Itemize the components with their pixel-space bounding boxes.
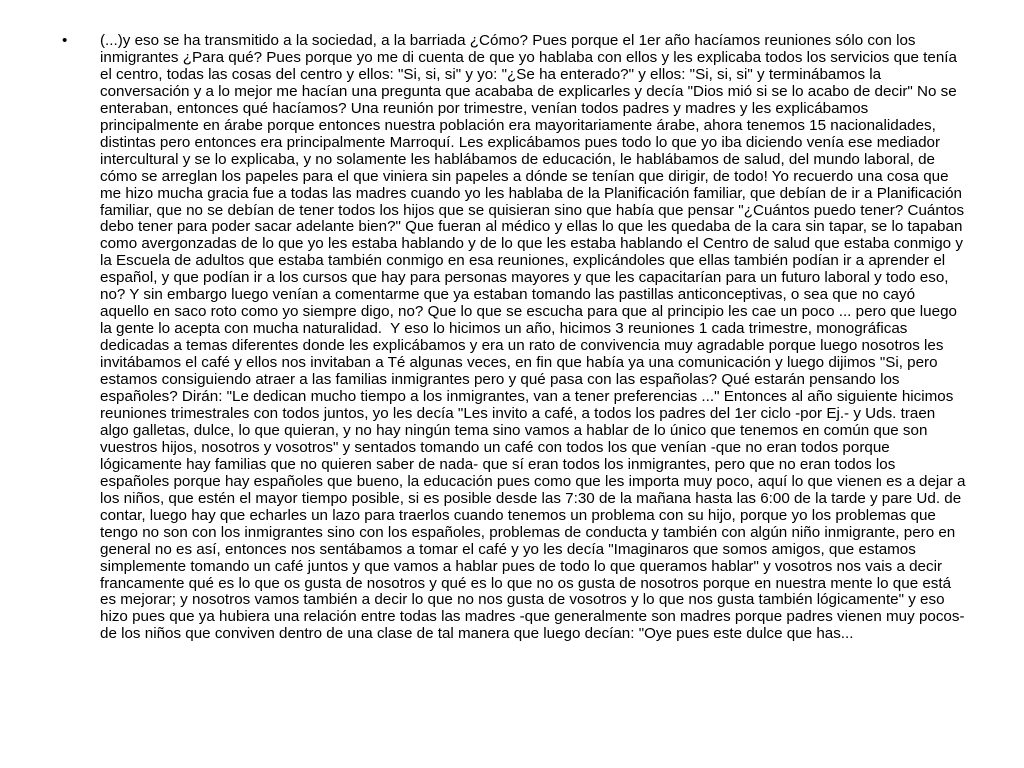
bullet-icon: • <box>62 32 68 49</box>
quote-paragraph: (...)y eso se ha transmitido a la sociedad, a la barriada ¿Cómo? Pues porque el 1er año hacíamos reuniones sólo con los inmigrantes ¿Para qué? Pues porque yo me di cuenta de que yo hablaba con ellos y les explicaba todos los servicios que tenía el centro, todas las cosas del centro y ellos: "Si, si, si" y yo: "¿Se ha enterado?" y ellos: "Si, si, si" y terminábamos la conversación y a lo mejor me hacían una pregunta que acababa de explicarles y decía "Dios mió si se lo acabo de decir" No se enteraban, entonces qué hacíamos? Una reunión por trimestre, venían todos padres y madres y les explicábamos principalmente en árabe porque entonces nuestra población era mayoritariamente árabe, ahora tenemos 15 nacionalidades, distintas pero entonces era principalmente Marroquí. Les explicábamos pues todo lo que yo iba diciendo venía ese mediador intercultural y se lo explicaba, y no solamente les hablábamos de educación, le hablábamos de salud, del mundo laboral, de cómo se arreglan los papeles para el que viniera sin papeles a dónde se tenían que dirigir, de todo! Yo recuerdo una cosa que me hizo mucha gracia fue a todas las madres cuando yo les hablaba de la Planificación familiar, que debían de ir a Planificación familiar, que no se debían de tener todos los hijos que se quisieran sino que había que pensar "¿Cuántos puedo tener? Cuántos debo tener para poder sacar adelante bien?" Que fueran al médico y ellas lo que les quedaba de la cara sin tapar, se lo tapaban como avergonzadas de lo que yo les estaba hablando y de lo que les estaba hablando el Centro de salud que estaba conmigo y la Escuela de adultos que estaba también conmigo en esa reuniones, explicándoles que ellas también podían ir a aprender el español, y que podían ir a los cursos que hay para personas mayores y que les capacitarían para un futuro laboral y todo eso, no? Y sin embargo luego venían a comentarme que ya estaban tomando las pastillas anticonceptivas, o sea que no cayó aquello en saco roto como yo siempre digo, no? Que lo que se escucha para que al principio les cae un poco ... pero que luego la gente lo acepta con mucha naturalidad. Y eso lo hicimos un año, hicimos 3 reuniones 1 cada trimestre, monográficas dedicadas a temas diferentes donde les explicábamos y era un rato de convivencia muy agradable porque luego nosotros les invitábamos el café y ellos nos invitaban a Té algunas veces, en fin que había ya una comunicación y luego dijimos "Si, pero estamos consiguiendo atraer a las familias inmigrantes pero y qué pasa con las españolas? Qué estarán pensando los españoles? Dirán: "Le dedican mucho tiempo a los inmigrantes, van a tener preferencias ..." Entonces al año siguiente hicimos reuniones trimestrales con todos juntos, yo les decía "Les invito a café, a todos los padres del 1er ciclo -por Ej.- y Uds. traen algo galletas, dulce, lo que quieran, y no hay ningún tema sino vamos a hablar de lo único que tenemos en común que son vuestros hijos, nosotros y vosotros" y sentados tomando un café con todos los que venían -que no eran todos porque lógicamente hay familias que no quieren saber de nada- que sí eran todos los inmigrantes, pero que no eran todos los españoles porque hay españoles que bueno, la educación pues como que les importa muy poco, aquí lo que vienen es a dejar a los niños, que estén el mayor tiempo posible, si es posible desde las 7:30 de la mañana hasta las 6:00 de la tarde y pare Ud. de contar, luego hay que echarles un lazo para traerlos cuando tenemos un problema con su hijo, porque yo los problemas que tengo no son con los inmigrantes sino con los españoles, problemas de conducta y también con algún niño inmigrante, pero en general no es así, entonces nos sentábamos a tomar el café y yo les decía "Imaginaros que somos amigos, que estamos simplemente tomando un café juntos y que vamos a hablar pues de todo lo que queramos hablar" y vosotros nos vais a decir francamente qué es lo que os gusta de nosotros y qué es lo que no os gusta de nosotros porque en nuestra mente lo que está es mejorar; y nosotros vamos también a decir lo que no nos gusta de vosotros y lo que nos gusta también lógicamente" y eso hizo pues que ya hubiera una relación entre todas las madres -que generalmente son madres porque padres vienen muy pocos- de los niños que conviven dentro de una clase de tal manera que luego decían: "Oye pues este dulce que has... <box>100 32 970 643</box>
bullet-list <box>62 32 970 643</box>
bullet-item <box>62 32 970 643</box>
